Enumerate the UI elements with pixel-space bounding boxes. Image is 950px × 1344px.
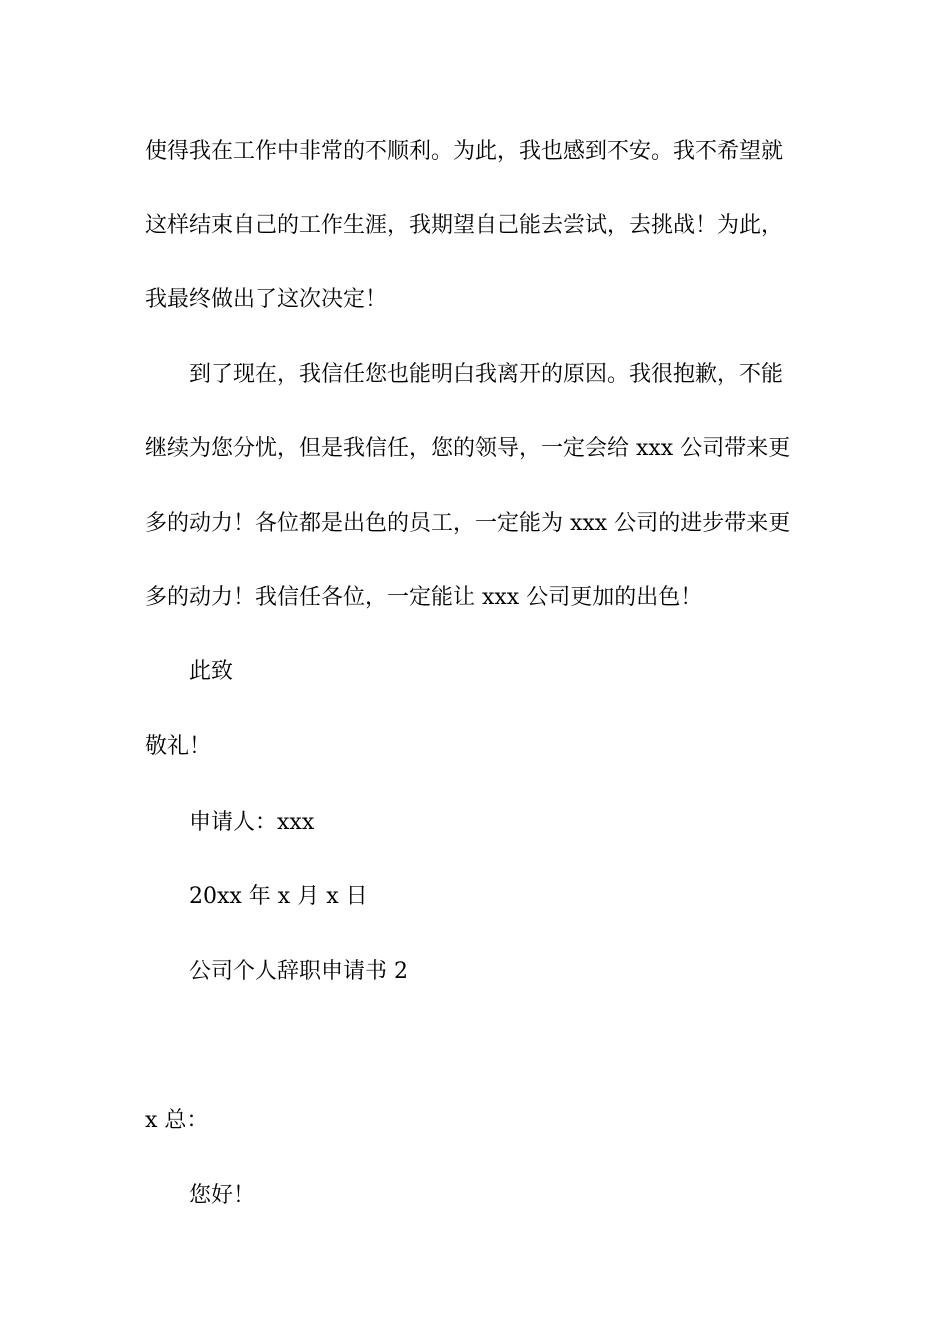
section-heading: 公司个人辞职申请书 2 — [189, 959, 408, 984]
closing-salutation: 此致 — [189, 659, 234, 684]
paragraph-line: 多的动力！各位都是出色的员工，一定能为 xxx 公司的进步带来更 — [145, 511, 791, 536]
paragraph-line: 这样结束自己的工作生涯，我期望自己能去尝试，去挑战！为此， — [145, 213, 784, 238]
closing-regards: 敬礼！ — [145, 734, 212, 759]
paragraph-line: 我最终做出了这次决定！ — [145, 287, 388, 312]
paragraph-line: 使得我在工作中非常的不顺利。为此，我也感到不安。我不希望就 — [145, 139, 784, 164]
applicant-signature: 申请人：xxx — [189, 810, 315, 835]
letter-date: 20xx 年 x 月 x 日 — [189, 884, 368, 909]
paragraph-line: 到了现在，我信任您也能明白我离开的原因。我很抱歉，不能 — [189, 362, 784, 387]
paragraph-line: 继续为您分忧，但是我信任，您的领导，一定会给 xxx 公司带来更 — [145, 436, 791, 461]
letter-recipient: x 总： — [145, 1108, 209, 1133]
letter-greeting: 您好！ — [189, 1183, 256, 1208]
paragraph-line: 多的动力！我信任各位，一定能让 xxx 公司更加的出色！ — [145, 585, 703, 610]
